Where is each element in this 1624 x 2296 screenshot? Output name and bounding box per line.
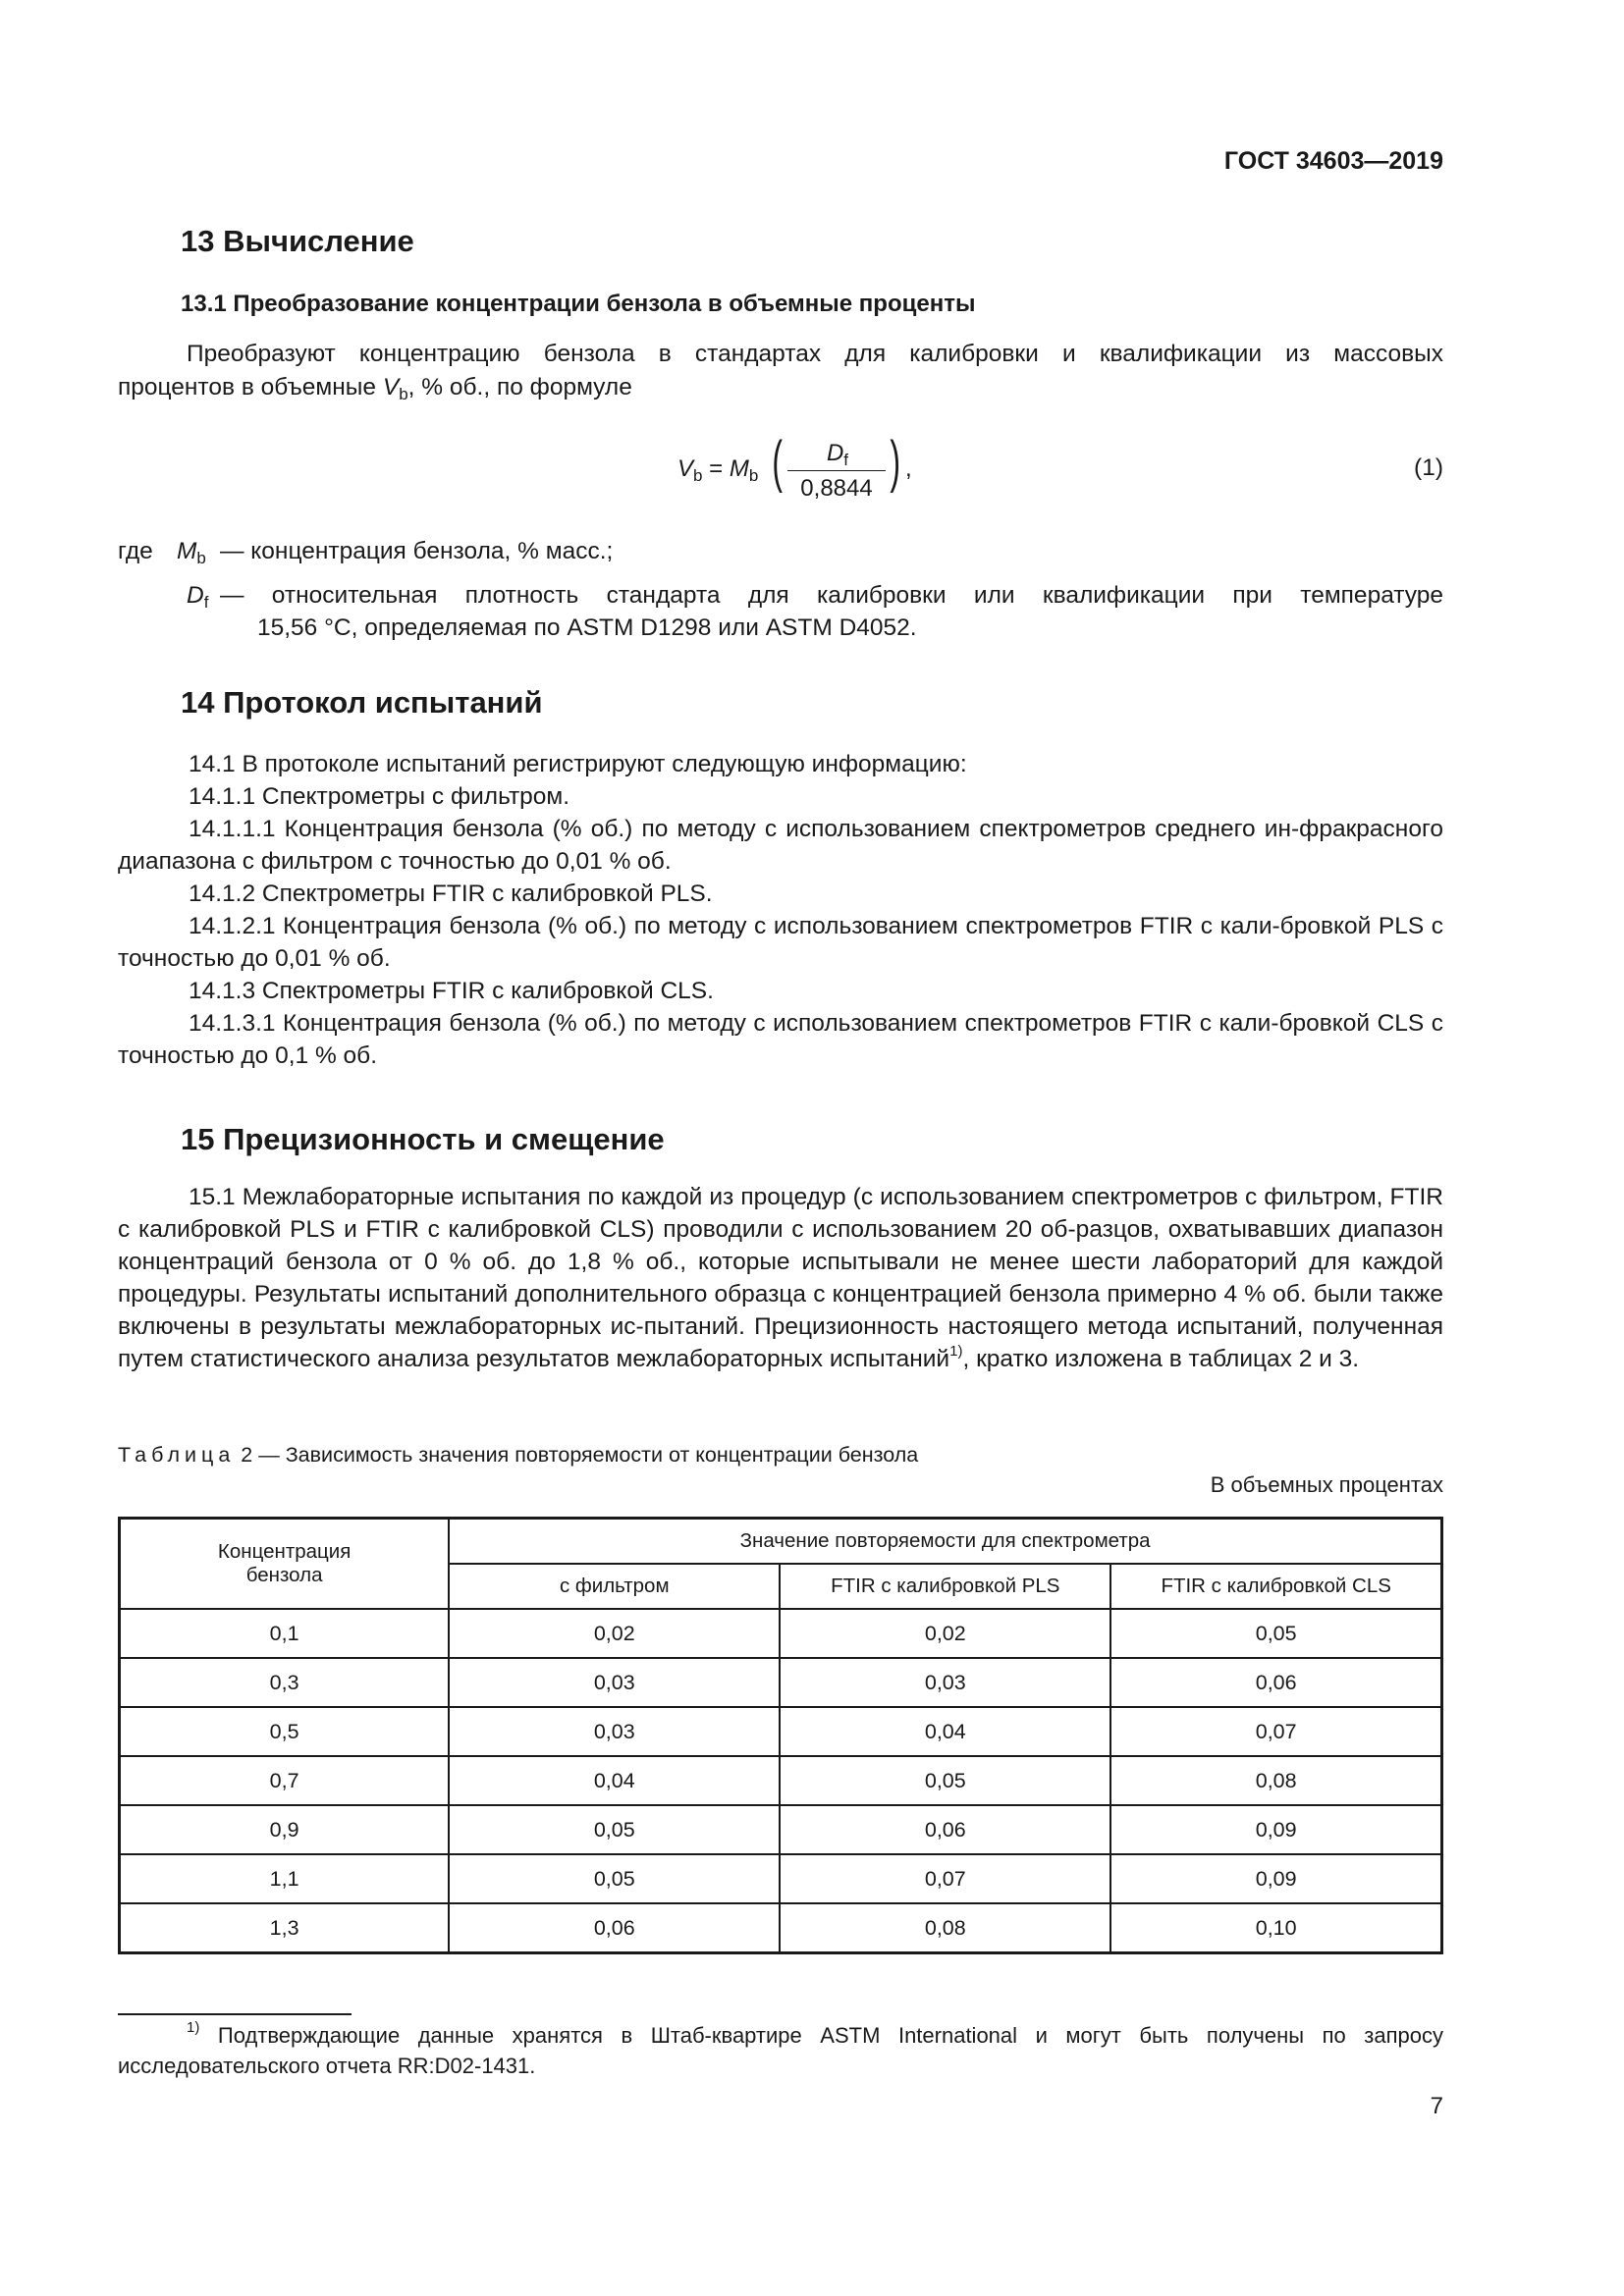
table-cell: 0,09	[1110, 1805, 1441, 1854]
formula-number: (1)	[1414, 454, 1443, 481]
table-cell: 0,06	[449, 1903, 780, 1953]
table-row	[120, 1707, 1442, 1756]
standard-designation: ГОСТ 34603—2019	[1223, 147, 1443, 175]
footnote-separator	[118, 2013, 352, 2015]
table-cell: 0,05	[449, 1854, 780, 1903]
left-paren: (	[772, 430, 783, 494]
table-cell: 0,03	[780, 1658, 1110, 1707]
section-15-heading: 15 Прецизионность и смещение	[181, 1122, 665, 1156]
table-cell: 0,03	[449, 1658, 780, 1707]
table-cell: 0,07	[1110, 1707, 1441, 1756]
repeatability-table	[118, 1517, 1443, 1954]
paragraph-14-1-3: 14.1.3 Спектрометры FTIR с калибровкой CLS.	[189, 978, 714, 1004]
col-header-filter: с фильтром	[449, 1564, 780, 1609]
paragraph-14-1-2-1: 14.1.2.1 Концентрация бензола (% об.) по методу с использованием спектрометров FTIR с кали-бровкой PLS с точностью до 0,01 % об.	[118, 913, 1443, 972]
table-row	[120, 1658, 1442, 1707]
table-cell: 0,07	[780, 1854, 1110, 1903]
fraction-bar	[787, 470, 886, 471]
table-caption: Таблица 2 — Зависимость значения повторяемости от концентрации бензола	[118, 1443, 919, 1467]
table-cell: 1,3	[120, 1903, 450, 1953]
subsection-13-1-heading: 13.1 Преобразование концентрации бензола в объемные проценты	[181, 291, 976, 317]
fraction-denominator: 0,8844	[800, 475, 873, 502]
section-13-heading: 13 Вычисление	[181, 224, 414, 258]
paragraph-14-1-1-1: 14.1.1.1 Концентрация бензола (% об.) по методу с использованием спектрометров среднего ин-фракрасного диапазона с фильтром с точностью до 0,01 % об.	[118, 816, 1443, 875]
def-df-text-line2: 15,56 °С, определяемая по ASTM D1298 или ASTM D4052.	[257, 614, 917, 641]
def-df-text-line1: — относительная плотность стандарта для калибровки или квалификации при температуре	[220, 582, 1443, 609]
paragraph-14-1-1: 14.1.1 Спектрометры с фильтром.	[189, 783, 570, 810]
table-cell: 0,1	[120, 1609, 450, 1658]
right-paren: )	[890, 430, 900, 494]
table-cell: 0,08	[1110, 1756, 1441, 1805]
table-cell: 0,02	[780, 1609, 1110, 1658]
table-cell: 0,08	[780, 1903, 1110, 1953]
paragraph-13-1-line1: Преобразуют концентрацию бензола в стандартах для калибровки и квалификации из массовых	[187, 341, 1443, 367]
table-cell: 0,06	[780, 1805, 1110, 1854]
fraction-numerator: $D_f$	[826, 440, 849, 469]
table-cell: 1,1	[120, 1854, 450, 1903]
def-mb-symbol: $M_b$	[177, 538, 206, 567]
footnote-ref: 1)	[949, 1343, 963, 1360]
table-cell: 0,5	[120, 1707, 450, 1756]
table-cell: 0,06	[1110, 1658, 1441, 1707]
table-row	[120, 1854, 1442, 1903]
col-header-ftir-cls: FTIR с калибровкой CLS	[1110, 1564, 1441, 1609]
table-row	[120, 1609, 1442, 1658]
col-header-concentration: Концентрация бензола	[120, 1519, 450, 1610]
formula-comma: ,	[905, 455, 912, 482]
paragraph-13-1-line2: процентов в объемные $V_b$, % об., по формуле	[118, 374, 632, 403]
table-cell: 0,9	[120, 1805, 450, 1854]
footnote: $^{1)}$ Подтверждающие данные хранятся в Штаб-квартире ASTM International и могут быть получены по запросу исследовательского отчета RR:D02-1431.	[118, 2019, 1443, 2078]
table-cell: 0,10	[1110, 1903, 1441, 1953]
paragraph-14-1-2: 14.1.2 Спектрометры FTIR с калибровкой PLS.	[189, 881, 713, 907]
table-cell: 0,3	[120, 1658, 450, 1707]
page-number: 7	[1430, 2093, 1443, 2119]
def-df-symbol: $D_f$	[187, 582, 209, 612]
table-cell: 0,05	[449, 1805, 780, 1854]
table-cell: 0,05	[780, 1756, 1110, 1805]
table-units: В объемных процентах	[1210, 1472, 1443, 1497]
formula-1: $V_b = M_b$ ( $D_f$ 0,8844 ) ,	[677, 430, 912, 502]
paragraph-14-1-3-1: 14.1.3.1 Концентрация бензола (% об.) по методу с использованием спектрометров FTIR с кали-бровкой CLS с точностью до 0,1 % об.	[118, 1010, 1443, 1069]
table-cell: 0,09	[1110, 1854, 1441, 1903]
where-label: где	[118, 538, 153, 564]
def-mb-text: — концентрация бензола, % масс.;	[220, 538, 614, 564]
table-row	[120, 1756, 1442, 1805]
table-cell: 0,04	[780, 1707, 1110, 1756]
section-14-heading: 14 Протокол испытаний	[181, 685, 543, 720]
paragraph-14-1: 14.1 В протоколе испытаний регистрируют следующую информацию:	[189, 751, 967, 777]
table-cell: 0,04	[449, 1756, 780, 1805]
table-cell: 0,7	[120, 1756, 450, 1805]
table-row	[120, 1903, 1442, 1953]
table-cell: 0,03	[449, 1707, 780, 1756]
col-header-group: Значение повторяемости для спектрометра	[449, 1519, 1441, 1565]
table-row	[120, 1805, 1442, 1854]
col-header-ftir-pls: FTIR с калибровкой PLS	[780, 1564, 1110, 1609]
paragraph-15-1: 15.1 Межлабораторные испытания по каждой из процедур (с использованием спектрометров с фильтром, FTIR с калибровкой PLS и FTIR с калибровкой CLS) проводили с использованием 20 об-разцов, охватывавших диапазон концентраций бензола от 0 % об. до 1,8 % об., которые испытывали не менее шести лабораторий для каждой процедуры. Результаты испытаний дополнительного образца с концентрацией бензола примерно 4 % об. были также включены в результаты межлабораторных ис-пытаний. Прецизионность настоящего метода испытаний, полученная путем статистического анализа результатов межлабораторных испытаний$^{1)}$, кратко изложена в таблицах 2 и 3.	[118, 1184, 1443, 1372]
table-cell: 0,02	[449, 1609, 780, 1658]
table-cell: 0,05	[1110, 1609, 1441, 1658]
